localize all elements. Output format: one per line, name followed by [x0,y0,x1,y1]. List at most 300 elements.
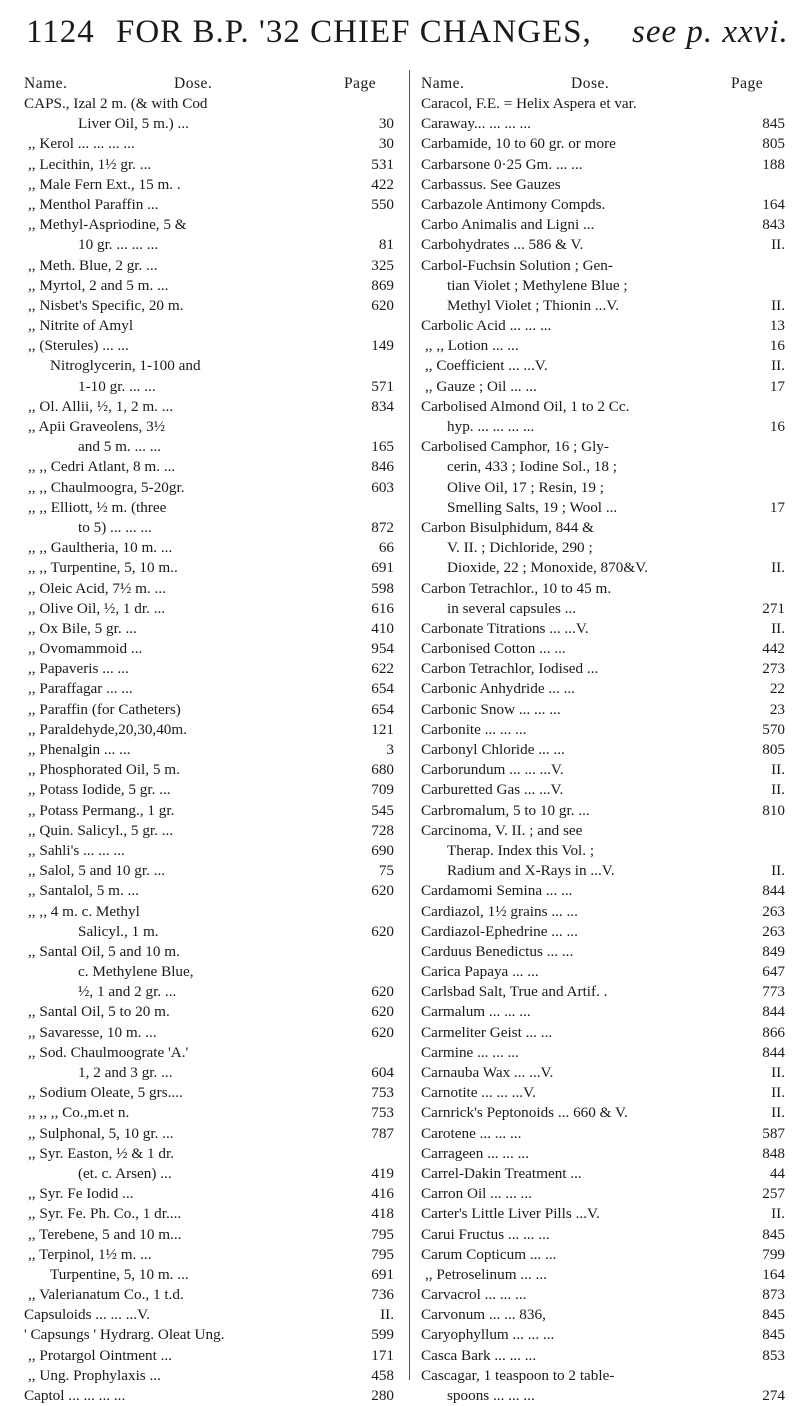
entry-text: Carbohydrates ... 586 & V. [421,236,584,254]
entry-page: 66 [378,539,394,557]
index-entry [24,276,396,296]
entry-text: ,, Gauze ; Oil ... ... [425,377,537,395]
entry-page: 273 [762,660,785,678]
entry-page: 620 [371,922,394,940]
entry-page: 587 [762,1124,785,1142]
entry-text: Carbolised Almond Oil, 1 to 2 Cc. [421,397,630,415]
index-entry [421,720,787,740]
entry-page: 799 [762,1245,785,1263]
heading-name: Name. [421,75,465,92]
entry-text: ,, Male Fern Ext., 15 m. . [28,175,181,193]
index-entry [24,336,396,356]
entry-page: 263 [762,902,785,920]
entry-page: 531 [371,155,394,173]
entry-page: 647 [762,963,785,981]
index-entry [24,720,396,740]
right-column-heading [421,74,787,94]
index-entry [421,1305,787,1325]
entry-text: Carbolised Camphor, 16 ; Gly- [421,438,609,456]
entry-text: Liver Oil, 5 m.) ... [78,115,189,133]
entry-text: ,, Sahli's ... ... ... [28,841,125,859]
entry-page: 620 [371,983,394,1001]
page-number: 1124 [26,14,95,50]
entry-text: Carum Copticum ... ... [421,1245,557,1263]
entry-text: Carvonum ... ... 836, [421,1306,546,1324]
entry-text: Cardiazol, 1½ grains ... ... [421,902,578,920]
index-entry [24,134,396,154]
entry-text: Caracol, F.E. = Helix Aspera et var. [421,95,637,112]
entry-text: Carduus Benedictus ... ... [421,942,574,960]
index-entry [24,195,396,215]
entry-page: 17 [769,377,785,395]
index-entry [421,1265,787,1285]
entry-text: Carbon Tetrachlor., 10 to 45 m. [421,579,612,597]
entry-text: ,, ,, 4 m. c. Methyl [28,902,140,920]
entry-page: 16 [769,337,785,355]
entry-page: II. [771,781,785,799]
entry-page: 545 [371,801,394,819]
index-entry [421,276,787,296]
entry-page: 416 [371,1185,394,1203]
index-entry [421,1225,787,1245]
entry-page: 3 [386,741,394,758]
index-entry [421,599,787,619]
entry-page: 654 [371,680,394,698]
index-entry [421,619,787,639]
index-entry [421,457,787,477]
entry-page: 622 [371,660,394,678]
entry-page: 75 [378,862,394,880]
heading-page: Page [344,75,377,92]
entry-text: Carnrick's Peptonoids ... 660 & V. [421,1104,628,1122]
index-entry [421,235,787,255]
entry-text: ,, Savaresse, 10 m. ... [28,1023,157,1041]
index-entry [24,881,396,901]
entry-text: ,, Nitrite of Amyl [28,317,134,335]
index-entry [421,962,787,982]
entry-text: Carbromalum, 5 to 10 gr. ... [421,801,590,819]
index-entry [421,538,787,558]
left-index-column [24,74,396,1406]
entry-text: ,, Petroselinum ... ... [425,1265,547,1283]
entry-page: 44 [769,1164,785,1182]
entry-page: 442 [762,640,785,658]
entry-text: ,, Ung. Prophylaxis ... [28,1366,161,1384]
entry-text: ,, Olive Oil, ½, 1 dr. ... [28,599,166,617]
entry-page: 599 [371,1326,394,1344]
entry-text: ,, Quin. Salicyl., 5 gr. ... [28,821,174,839]
index-entry [24,821,396,841]
entry-page: II. [771,296,785,314]
entry-page: 570 [762,720,785,738]
index-entry [24,518,396,538]
index-entry [24,801,396,821]
entry-text: ,, ,, Elliott, ½ m. (three [28,498,167,516]
index-entry [421,760,787,780]
index-entry [24,1043,396,1063]
entry-text: Carbazole Antimony Compds. [421,195,606,213]
index-entry [24,700,396,720]
entry-text: and 5 m. ... ... [78,438,162,456]
index-entry [421,1002,787,1022]
index-entry [24,356,396,376]
index-entry [421,356,787,376]
entry-page: 603 [371,478,394,496]
entry-page: II. [771,1064,785,1081]
index-entry [421,1063,787,1083]
index-entry [421,841,787,861]
entry-text: Carbonite ... ... ... [421,720,527,738]
entry-text: Carotene ... ... ... [421,1124,522,1142]
index-entry [24,1386,396,1406]
entry-text: ,, Ox Bile, 5 gr. ... [28,619,137,637]
index-entry [421,821,787,841]
entry-page: 787 [371,1124,394,1142]
index-entry [24,1144,396,1164]
entry-text: ,, Syr. Fe Iodid ... [28,1185,134,1203]
index-entry [421,700,787,720]
entry-text: Olive Oil, 17 ; Resin, 19 ; [447,478,604,496]
index-entry [421,982,787,1002]
entry-text: Nitroglycerin, 1-100 and [50,357,201,375]
heading-dose: Dose. [571,75,610,92]
entry-text: ,, Santal Oil, 5 to 20 m. [28,1003,170,1021]
entry-text: ,, Coefficient ... ...V. [425,357,548,375]
index-entry [24,155,396,175]
entry-text: Carbonised Cotton ... ... [421,640,566,658]
entry-text: spoons ... ... ... [447,1387,535,1404]
index-entry [24,114,396,134]
heading-dose: Dose. [174,75,213,92]
entry-text: ,, Paraldehyde,20,30,40m. [28,720,188,738]
index-entry [24,397,396,417]
entry-text: Dioxide, 22 ; Monoxide, 870&V. [447,559,648,577]
index-entry [421,1083,787,1103]
entry-page: 843 [762,216,785,234]
entry-page: II. [771,619,785,637]
index-entry [24,538,396,558]
entry-text: Cascagar, 1 teaspoon to 2 table- [421,1366,615,1384]
entry-text: Carmeliter Geist ... ... [421,1023,553,1041]
running-header [0,6,801,54]
entry-page: 23 [769,700,785,718]
left-column-heading [24,74,396,94]
entry-text: Carbarsone 0·25 Gm. ... ... [421,155,583,173]
index-entry [421,1144,787,1164]
entry-page: II. [771,761,785,779]
entry-text: Carbonic Anhydride ... ... [421,680,575,698]
entry-text: Caraway... ... ... ... [421,115,531,133]
entry-page: 620 [371,882,394,900]
entry-page: 280 [371,1387,394,1404]
index-entry [24,1346,396,1366]
index-entry [421,195,787,215]
index-entry [24,1063,396,1083]
index-entry [24,478,396,498]
entry-text: ,, Methyl-Aspriodine, 5 & [28,216,187,234]
entry-text: ,, Paraffin (for Catheters) [28,700,181,718]
entry-text: ,, Lecithin, 1½ gr. ... [28,155,152,173]
entry-text: Carbon Tetrachlor, Iodised ... [421,660,599,678]
index-entry [24,740,396,760]
entry-page: 873 [762,1286,785,1304]
index-entry [24,457,396,477]
entry-text: ,, (Sterules) ... ... [28,337,129,355]
entry-text: ,, Myrtol, 2 and 5 m. ... [28,276,169,294]
entry-page: 422 [371,175,394,193]
entry-text: ,, Oleic Acid, 7½ m. ... [28,579,166,597]
entry-page: 81 [378,236,394,254]
entry-page: II. [771,1084,785,1102]
index-entry [421,478,787,498]
entry-page: 849 [762,942,785,960]
index-entry [24,780,396,800]
entry-page: 22 [769,680,785,698]
index-entry [24,982,396,1002]
index-entry [421,1023,787,1043]
index-entry [421,1204,787,1224]
index-entry [24,558,396,578]
entry-page: 848 [762,1144,785,1162]
entry-page: 853 [762,1346,785,1364]
entry-page: 866 [762,1023,785,1041]
entry-page: 654 [371,700,394,718]
entry-page: 709 [371,781,394,799]
entry-page: 954 [371,640,394,658]
index-entry [421,1325,787,1345]
entry-text: CAPS., Izal 2 m. (& with Cod [24,95,208,112]
index-entry [421,1043,787,1063]
entry-text: ,, Sodium Oleate, 5 grs.... [28,1084,183,1102]
index-entry [421,740,787,760]
entry-text: Salicyl., 1 m. [78,922,159,940]
entry-text: Carborundum ... ... ...V. [421,761,564,779]
entry-text: in several capsules ... [447,599,577,617]
entry-text: 1-10 gr. ... ... [78,377,156,395]
entry-text: ,, Ol. Allii, ½, 1, 2 m. ... [28,397,174,415]
index-entry [24,1184,396,1204]
entry-text: (et. c. Arsen) ... [78,1164,172,1182]
entry-text: Captol ... ... ... ... [24,1387,126,1404]
index-entry [24,902,396,922]
entry-page: 805 [762,741,785,758]
entry-text: ,, Ovomammoid ... [28,640,143,658]
entry-page: II. [771,862,785,880]
entry-text: Carui Fructus ... ... ... [421,1225,550,1243]
entry-text: Carrageen ... ... ... [421,1144,529,1162]
entry-text: Carbon Bisulphidum, 844 & [421,518,594,536]
index-entry [421,417,787,437]
index-entry [24,1366,396,1386]
entry-page: 795 [371,1245,394,1263]
entry-text: 1, 2 and 3 gr. ... [78,1064,173,1081]
entry-page: 419 [371,1164,394,1182]
heading-page: Page [731,75,764,92]
entry-text: ,, Kerol ... ... ... ... [28,135,135,153]
index-entry [421,902,787,922]
entry-page: II. [771,357,785,375]
entry-page: 845 [762,1326,785,1344]
index-entry [421,679,787,699]
index-entry [421,1346,787,1366]
entry-page: 616 [371,599,394,617]
entry-page: 598 [371,579,394,597]
entry-page: 773 [762,983,785,1001]
entry-text: Carvacrol ... ... ... [421,1286,527,1304]
index-entry [24,599,396,619]
index-entry [24,1124,396,1144]
index-entry [421,377,787,397]
index-entry [24,659,396,679]
index-entry [24,861,396,881]
index-entry [421,498,787,518]
entry-text: V. II. ; Dichloride, 290 ; [447,539,593,557]
entry-page: 165 [371,438,394,456]
entry-page: 171 [371,1346,394,1364]
index-entry [421,437,787,457]
index-entry [24,1023,396,1043]
index-entry [24,316,396,336]
index-entry [24,639,396,659]
entry-page: 121 [371,720,394,738]
entry-page: 30 [378,115,394,133]
entry-text: Cardamomi Semina ... ... [421,882,573,900]
entry-page: 845 [762,1225,785,1243]
index-entry [24,215,396,235]
entry-page: II. [771,559,785,577]
index-entry [24,1225,396,1245]
entry-page: 690 [371,841,394,859]
entry-page: 188 [762,155,785,173]
index-entry [421,155,787,175]
index-entry [24,175,396,195]
index-entry [24,1325,396,1345]
entry-text: ' Capsungs ' Hydrarg. Oleat Ung. [24,1326,225,1344]
entry-text: ,, Potass Permang., 1 gr. [28,801,175,819]
index-entry [421,296,787,316]
index-entry [421,1103,787,1123]
running-title: FOR B.P. '32 CHIEF CHANGES, [116,14,592,50]
index-entry [24,841,396,861]
entry-text: ,, Protargol Ointment ... [28,1346,172,1364]
index-entry [24,1002,396,1022]
entry-text: hyp. ... ... ... ... [447,418,535,435]
entry-text: Carbamide, 10 to 60 gr. or more [421,135,616,153]
entry-text: ,, ,, Turpentine, 5, 10 m.. [28,559,178,577]
index-entry [421,558,787,578]
entry-text: ,, ,, Lotion ... ... [425,337,519,355]
entry-page: 30 [378,135,394,153]
index-entry [421,922,787,942]
index-entry [24,962,396,982]
index-entry [24,1204,396,1224]
index-entry [421,659,787,679]
entry-page: 271 [762,599,785,617]
entry-text: Casca Bark ... ... ... [421,1346,537,1364]
entry-text: ½, 1 and 2 gr. ... [78,983,177,1001]
index-entry [24,377,396,397]
entry-text: ,, Sod. Chaulmoograte 'A.' [28,1043,189,1061]
entry-text: Carbonyl Chloride ... ... [421,741,565,758]
entry-page: 844 [762,1003,785,1021]
index-entry [421,1164,787,1184]
entry-text: cerin, 433 ; Iodine Sol., 18 ; [447,458,617,476]
column-divider [409,70,410,1380]
index-entry [24,1305,396,1325]
entry-page: 620 [371,1023,394,1041]
entry-text: ,, Terebene, 5 and 10 m... [28,1225,182,1243]
entry-page: 845 [762,1306,785,1324]
index-entry [421,256,787,276]
index-entry [421,1386,787,1406]
entry-text: Carrel-Dakin Treatment ... [421,1164,582,1182]
entry-page: 810 [762,801,785,819]
index-entry [421,1184,787,1204]
index-entry [421,1245,787,1265]
entry-text: ,, ,, ,, Co.,m.et n. [28,1104,130,1122]
entry-text: Carron Oil ... ... ... [421,1185,532,1203]
entry-text: Methyl Violet ; Thionin ...V. [447,296,620,314]
entry-page: 753 [371,1084,394,1102]
entry-text: ,, ,, Gaultheria, 10 m. ... [28,539,173,557]
entry-page: 691 [371,559,394,577]
index-entry [421,579,787,599]
entry-page: 325 [371,256,394,274]
index-entry [421,861,787,881]
entry-text: ,, Syr. Fe. Ph. Co., 1 dr.... [28,1205,182,1223]
entry-text: ,, ,, Cedri Atlant, 8 m. ... [28,458,176,476]
entry-page: 691 [371,1265,394,1283]
entry-page: 410 [371,619,394,637]
entry-page: 149 [371,337,394,355]
entry-page: II. [771,1104,785,1122]
entry-page: II. [380,1306,394,1324]
entry-text: Caryophyllum ... ... ... [421,1326,555,1344]
entry-text: Carmine ... ... ... [421,1043,519,1061]
index-entry [421,518,787,538]
index-entry [24,1164,396,1184]
index-entry [421,175,787,195]
entry-text: Carica Papaya ... ... [421,963,539,981]
entry-page: II. [771,236,785,254]
entry-page: 680 [371,761,394,779]
entry-page: 13 [769,317,785,335]
right-index-column [421,74,787,1406]
index-entry [24,256,396,276]
index-entry [421,316,787,336]
index-entry [421,639,787,659]
entry-page: 263 [762,922,785,940]
entry-page: 418 [371,1205,394,1223]
entry-page: 872 [371,518,394,536]
index-entry [24,922,396,942]
entry-text: to 5) ... ... ... [78,518,152,536]
entry-page: 846 [371,458,394,476]
index-entry [24,1083,396,1103]
entry-text: Carcinoma, V. II. ; and see [421,821,583,839]
entry-text: Carlsbad Salt, True and Artif. . [421,983,608,1001]
entry-text: ,, Santalol, 5 m. ... [28,882,139,900]
entry-text: Carter's Little Liver Pills ...V. [421,1205,600,1223]
index-entry [24,579,396,599]
entry-text: Carbo Animalis and Ligni ... [421,216,595,234]
entry-page: 844 [762,1043,785,1061]
entry-text: ,, Paraffagar ... ... [28,680,133,698]
index-entry [421,397,787,417]
entry-text: tian Violet ; Methylene Blue ; [447,276,628,294]
entry-page: 274 [762,1387,785,1404]
entry-page: 834 [371,397,394,415]
